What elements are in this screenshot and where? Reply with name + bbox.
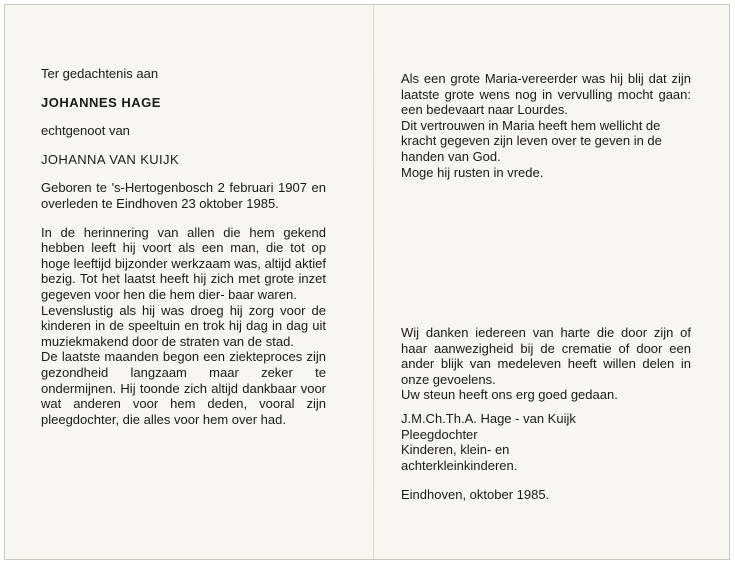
- signature-relation: Pleegdochter: [401, 426, 478, 442]
- spouse-name: JOHANNA VAN KUIJK: [41, 151, 180, 167]
- paragraph-last-months: De laatste maanden begon een ziekteproces zijn gezondheid langzaam maar zeker te ondermijnen. Hij toonde zich altijd dankbaar voor wat anderen voor hem deden, vooral zijn pleegdochter, die alles voor hem over had.: [41, 349, 326, 427]
- thanks-text: Wij danken iedereen van harte die door zijn of haar aanwezigheid bij de crematie of door een ander blijk van medeleven heeft willen delen in onze gevoelens.: [401, 325, 691, 387]
- spouse-label: echtgenoot van: [41, 123, 130, 139]
- place-date: Eindhoven, oktober 1985.: [401, 487, 550, 503]
- paragraph-rest: Moge hij rusten in vrede.: [401, 164, 544, 180]
- signature-family-2: achterkleinkinderen.: [401, 457, 518, 473]
- deceased-name: JOHANNES HAGE: [41, 94, 161, 110]
- signature-family: Kinderen, klein- en: [401, 442, 510, 458]
- right-page-bottom: [401, 325, 691, 503]
- thanks-support-text: Uw steun heeft ons erg goed gedaan.: [401, 387, 618, 403]
- paragraph-maria: Als een grote Maria-vereerder was hij blij dat zijn laatste grote wens nog in vervulling mocht gaan: een bedevaart naar Lourdes.: [401, 71, 691, 118]
- card-fold: [373, 5, 374, 559]
- paragraph-memory: In de herinnering van allen die hem gekend hebben leeft hij voort als een man, die tot op hoge leeftijd bijzonder werkzaam was, altijd aktief bezig. Tot het laatst heeft hij zich met grote inzet gegeven voor hen die hem dier- baar waren.: [41, 224, 326, 302]
- paragraph-trust: Dit vertrouwen in Maria heeft hem wellicht de kracht gegeven zijn leven over te geven in de handen van God.: [401, 117, 662, 164]
- left-page: [41, 66, 326, 427]
- signature-name: J.M.Ch.Th.A. Hage - van Kuijk: [401, 410, 576, 426]
- intro-text: Ter gedachtenis aan: [41, 66, 159, 81]
- birth-death-text: Geboren te 's-Hertogenbosch 2 februari 1907 en overleden te Eindhoven 23 oktober 1985.: [41, 180, 326, 211]
- paragraph-life: Levenslustig als hij was droeg hij zorg voor de kinderen in de speeltuin en trok hij dag in dag uit muziekmakend door de straten van de stad.: [41, 302, 326, 349]
- right-page-top: [401, 71, 691, 180]
